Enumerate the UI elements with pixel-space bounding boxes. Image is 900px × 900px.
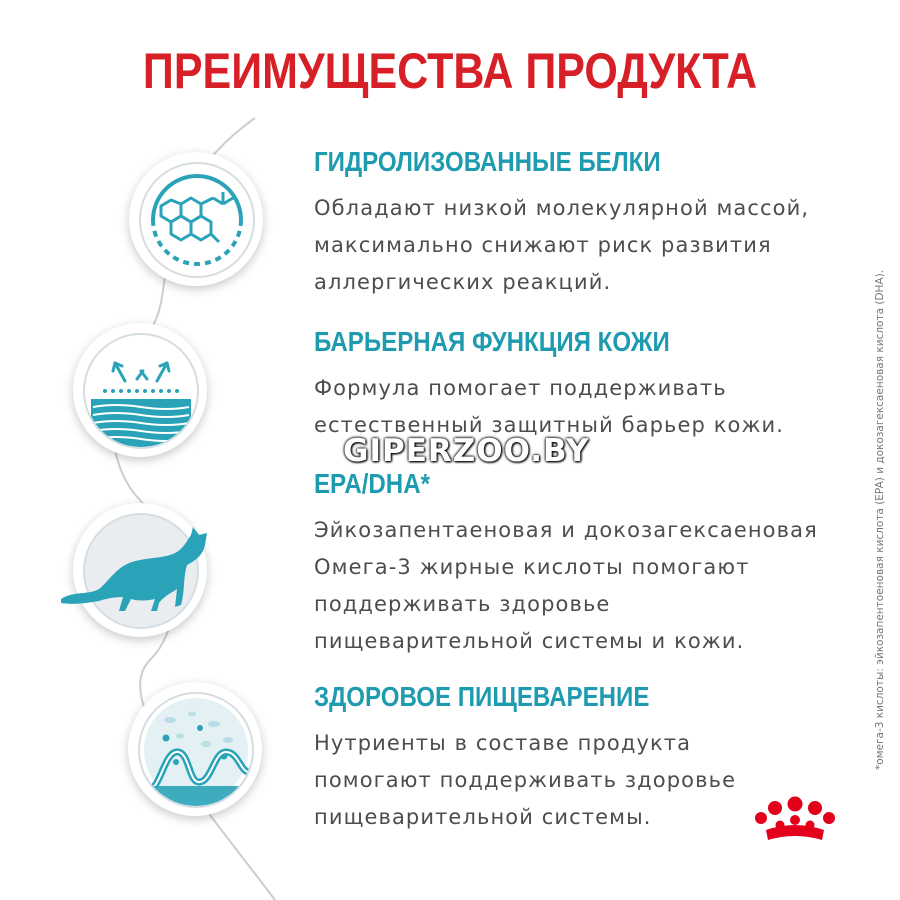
section-hydrolyzed-proteins	[314, 146, 854, 301]
section-text: Эйкозапентаеновая и докозагексаеновая Омега-3 жирные кислоты помогают поддерживать здоровье пищеварительной системы и кожи.	[314, 518, 818, 653]
intestine-icon-circle	[128, 682, 262, 816]
royal-crown-logo	[752, 796, 838, 846]
section-heading: EPA/DHA*	[314, 468, 430, 499]
molecule-icon	[141, 164, 253, 276]
section-text: Обладают низкой молекулярной массой, максимально снижают риск развития аллергических реакций.	[314, 196, 810, 294]
section-text: Нутриенты в составе продукта помогают поддерживать здоровье пищеварительной системы.	[314, 731, 737, 829]
cat-icon-circle	[73, 503, 207, 637]
page-title: ПРЕИМУЩЕСТВА ПРОДУКТА	[142, 43, 758, 99]
section-epa-dha	[314, 468, 854, 660]
molecule-icon-circle	[129, 152, 263, 286]
section-text: Формула помогает поддерживать естественный защитный барьер кожи.	[314, 376, 785, 437]
section-skin-barrier	[314, 326, 854, 444]
watermark: GIPERZOO.BY	[343, 433, 590, 469]
section-heading: БАРЬЕРНАЯ ФУНКЦИЯ КОЖИ	[314, 326, 670, 357]
intestine-icon	[140, 694, 252, 806]
section-heading: ЗДОРОВОЕ ПИЩЕВАРЕНИЕ	[314, 681, 650, 712]
skin-barrier-icon-circle	[73, 323, 207, 457]
skin-barrier-icon	[85, 335, 197, 447]
section-heading: ГИДРОЛИЗОВАННЫЕ БЕЛКИ	[314, 146, 661, 177]
footnote: *омега-3 кислоты: эйкозапентоеновая кислота (EPA) и докозагексаеновая кислота (DHA).	[874, 269, 886, 771]
cat-icon	[59, 503, 219, 637]
